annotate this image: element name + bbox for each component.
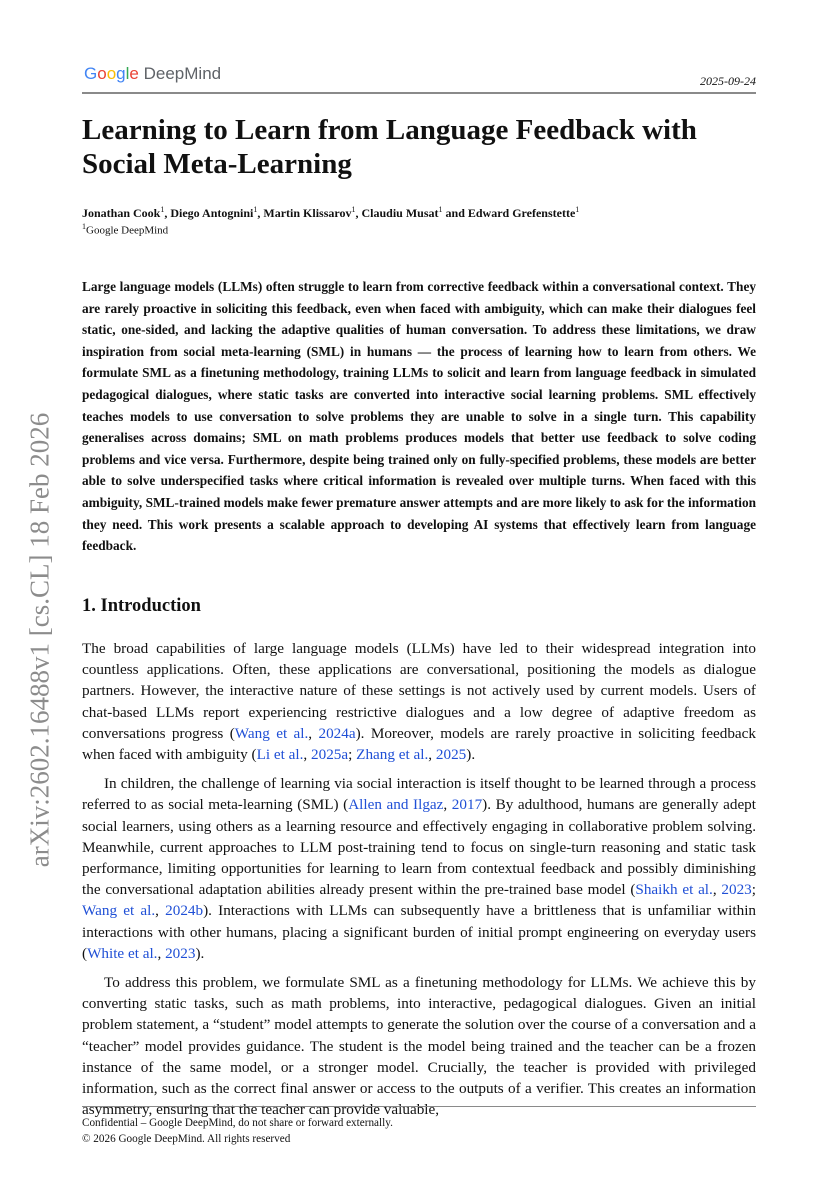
citation-link[interactable]: Wang et al. — [82, 902, 156, 920]
citation-link[interactable]: 2025a — [311, 746, 349, 764]
paragraph-text: , — [308, 724, 319, 742]
paragraph-text: ). — [195, 944, 205, 962]
author-affiliation-mark: 1 — [438, 205, 443, 214]
paragraph-text: In children, the challenge of learning via social interaction is itself thought to be learned through a process referred to as social meta-learning (SML) ( — [82, 775, 756, 814]
paragraph-text: ). — [466, 746, 476, 764]
citation-link[interactable]: 2025 — [435, 746, 467, 764]
paragraph-text: To address this problem, we formulate SML as a finetuning methodology for LLMs. We achieve this by converting static tasks, such as math problems, into interactive, pedagogical dialogues. Given an initial problem statement, a “student” model attempts to generate the solution over the course of a conversation and a “teacher” model provides guidance. The student is the model being trained and the teacher can be a frozen instance of the same model, or a stronger model. Crucially, the teacher is provided with privileged information, such as the correct final answer or access to the outputs of a verifier. This creates an information asymmetry, ensuring that the teacher can provide valuable, — [82, 974, 756, 1119]
paragraph-text: The broad capabilities of large language models (LLMs) have led to their widespread integration into countless applications. Often, these applications are conversational, positioning the models as dialogue partners. However, the interactive nature of these settings is not actively used by current models. Users of chat-based LLMs report experiencing restrictive dialogues and a low degree of adaptive freedom as conversations progress ( — [82, 640, 756, 742]
paragraph — [82, 972, 756, 1120]
citation-link[interactable]: 2024b — [165, 902, 204, 920]
affiliation-number: 1 — [82, 222, 86, 231]
paper-title: Learning to Learn from Language Feedback with Social Meta-Learning — [82, 114, 697, 180]
google-deepmind-logo: Google DeepMind — [84, 64, 222, 83]
page-footer — [82, 1106, 756, 1147]
date: 2025-09-24 — [700, 74, 756, 88]
paragraph-text: , — [443, 796, 452, 814]
author-affiliation-mark: 1 — [160, 205, 165, 214]
citation-link[interactable]: 2017 — [451, 796, 483, 814]
citation-link[interactable]: White et al. — [87, 944, 158, 962]
affiliation — [82, 222, 168, 237]
body-text — [82, 638, 756, 1128]
paragraph-text: ; — [751, 881, 756, 899]
citation-link[interactable]: Zhang et al. — [356, 746, 429, 764]
author-separator: , — [355, 206, 362, 220]
paragraph — [82, 773, 756, 964]
paragraph-text: , — [428, 746, 436, 764]
confidential-notice: Confidential – Google DeepMind, do not share or forward externally. — [82, 1117, 393, 1129]
abstract: Large language models (LLMs) often struggle to learn from corrective feedback within a conversational context. They are rarely proactive in soliciting this feedback, even when faced with ambiguity, which can make their dialogues feel static, one-sided, and lacking the adaptive qualities of human conversation. To address these limitations, we draw inspiration from social meta-learning (SML) in humans — the process of learning how to learn from others. We formulate SML as a finetuning methodology, training LLMs to solicit and learn from language feedback in simulated pedagogical dialogues, where static tasks are converted into interactive social learning problems. SML effectively teaches models to use conversation to solve problems they are unable to solve in a single turn. This capability generalises across domains; SML on math problems produces models that better use feedback to solve coding problems and vice versa. Furthermore, despite being trained only on fully-specified problems, these models are better able to solve underspecified tasks where critical information is revealed over multiple turns. When faced with this ambiguity, SML-trained models make fewer premature answer attempts and are more likely to ask for the information they need. This work presents a scalable approach to developing AI systems that effectively learn from language feedback. — [82, 279, 756, 554]
author-affiliation-mark: 1 — [351, 205, 356, 214]
author-affiliation-mark: 1 — [575, 205, 580, 214]
citation-link[interactable]: Shaikh et al. — [635, 881, 713, 899]
copyright-notice: © 2026 Google DeepMind. All rights reserved — [82, 1133, 291, 1145]
author-name: Jonathan Cook — [82, 206, 161, 220]
citation-link[interactable]: Allen and Ilgaz — [348, 796, 444, 814]
page-header — [82, 62, 756, 94]
paragraph-text: , — [712, 881, 722, 899]
paragraph — [82, 638, 756, 765]
citation-link[interactable]: 2023 — [165, 944, 196, 962]
author-name: Edward Grefenstette — [467, 206, 576, 220]
section-heading: 1. Introduction — [82, 596, 201, 616]
citation-link[interactable]: Wang et al. — [234, 724, 309, 742]
author-separator: , — [257, 206, 264, 220]
paragraph-text: ; — [348, 746, 357, 764]
citation-link[interactable]: 2023 — [721, 881, 752, 899]
author-name: Martin Klissarov — [263, 206, 352, 220]
arxiv-stamp: arXiv:2602.16488v1 [cs.CL] 18 Feb 2026 — [24, 412, 55, 868]
paragraph-text: , — [303, 746, 312, 764]
author-separator: and — [442, 206, 468, 220]
paragraph-text: , — [155, 902, 166, 920]
author-list — [82, 205, 579, 221]
paragraph-text: ). By adulthood, humans are generally adept social learners, using others as a learning resource and effectively engaging in collaborative problem solving. Meanwhile, current approaches to LLM post-training tend to focus on single-turn reasoning and static task performance, limiting opportunities for learning to learn from contextual feedback and possibly diminishing the conversational adaptation abilities already present within the pre-trained base model ( — [82, 796, 756, 899]
citation-link[interactable]: 2024a — [318, 724, 356, 742]
author-separator: , — [164, 206, 171, 220]
author-name: Diego Antognini — [170, 206, 254, 220]
paragraph-text: , — [157, 944, 166, 962]
author-name: Claudiu Musat — [361, 206, 439, 220]
paragraph-text: ). Moreover, models are rarely proactive in soliciting feedback when faced with ambiguity ( — [82, 724, 756, 764]
citation-link[interactable]: Li et al. — [256, 746, 304, 764]
author-affiliation-mark: 1 — [253, 205, 258, 214]
affiliation-name: Google DeepMind — [86, 224, 169, 237]
paragraph-text: ). Interactions with LLMs can subsequently have a brittleness that is unfamiliar within interactions with other humans, placing a significant burden of initial prompt engineering on everyday users ( — [82, 902, 757, 962]
